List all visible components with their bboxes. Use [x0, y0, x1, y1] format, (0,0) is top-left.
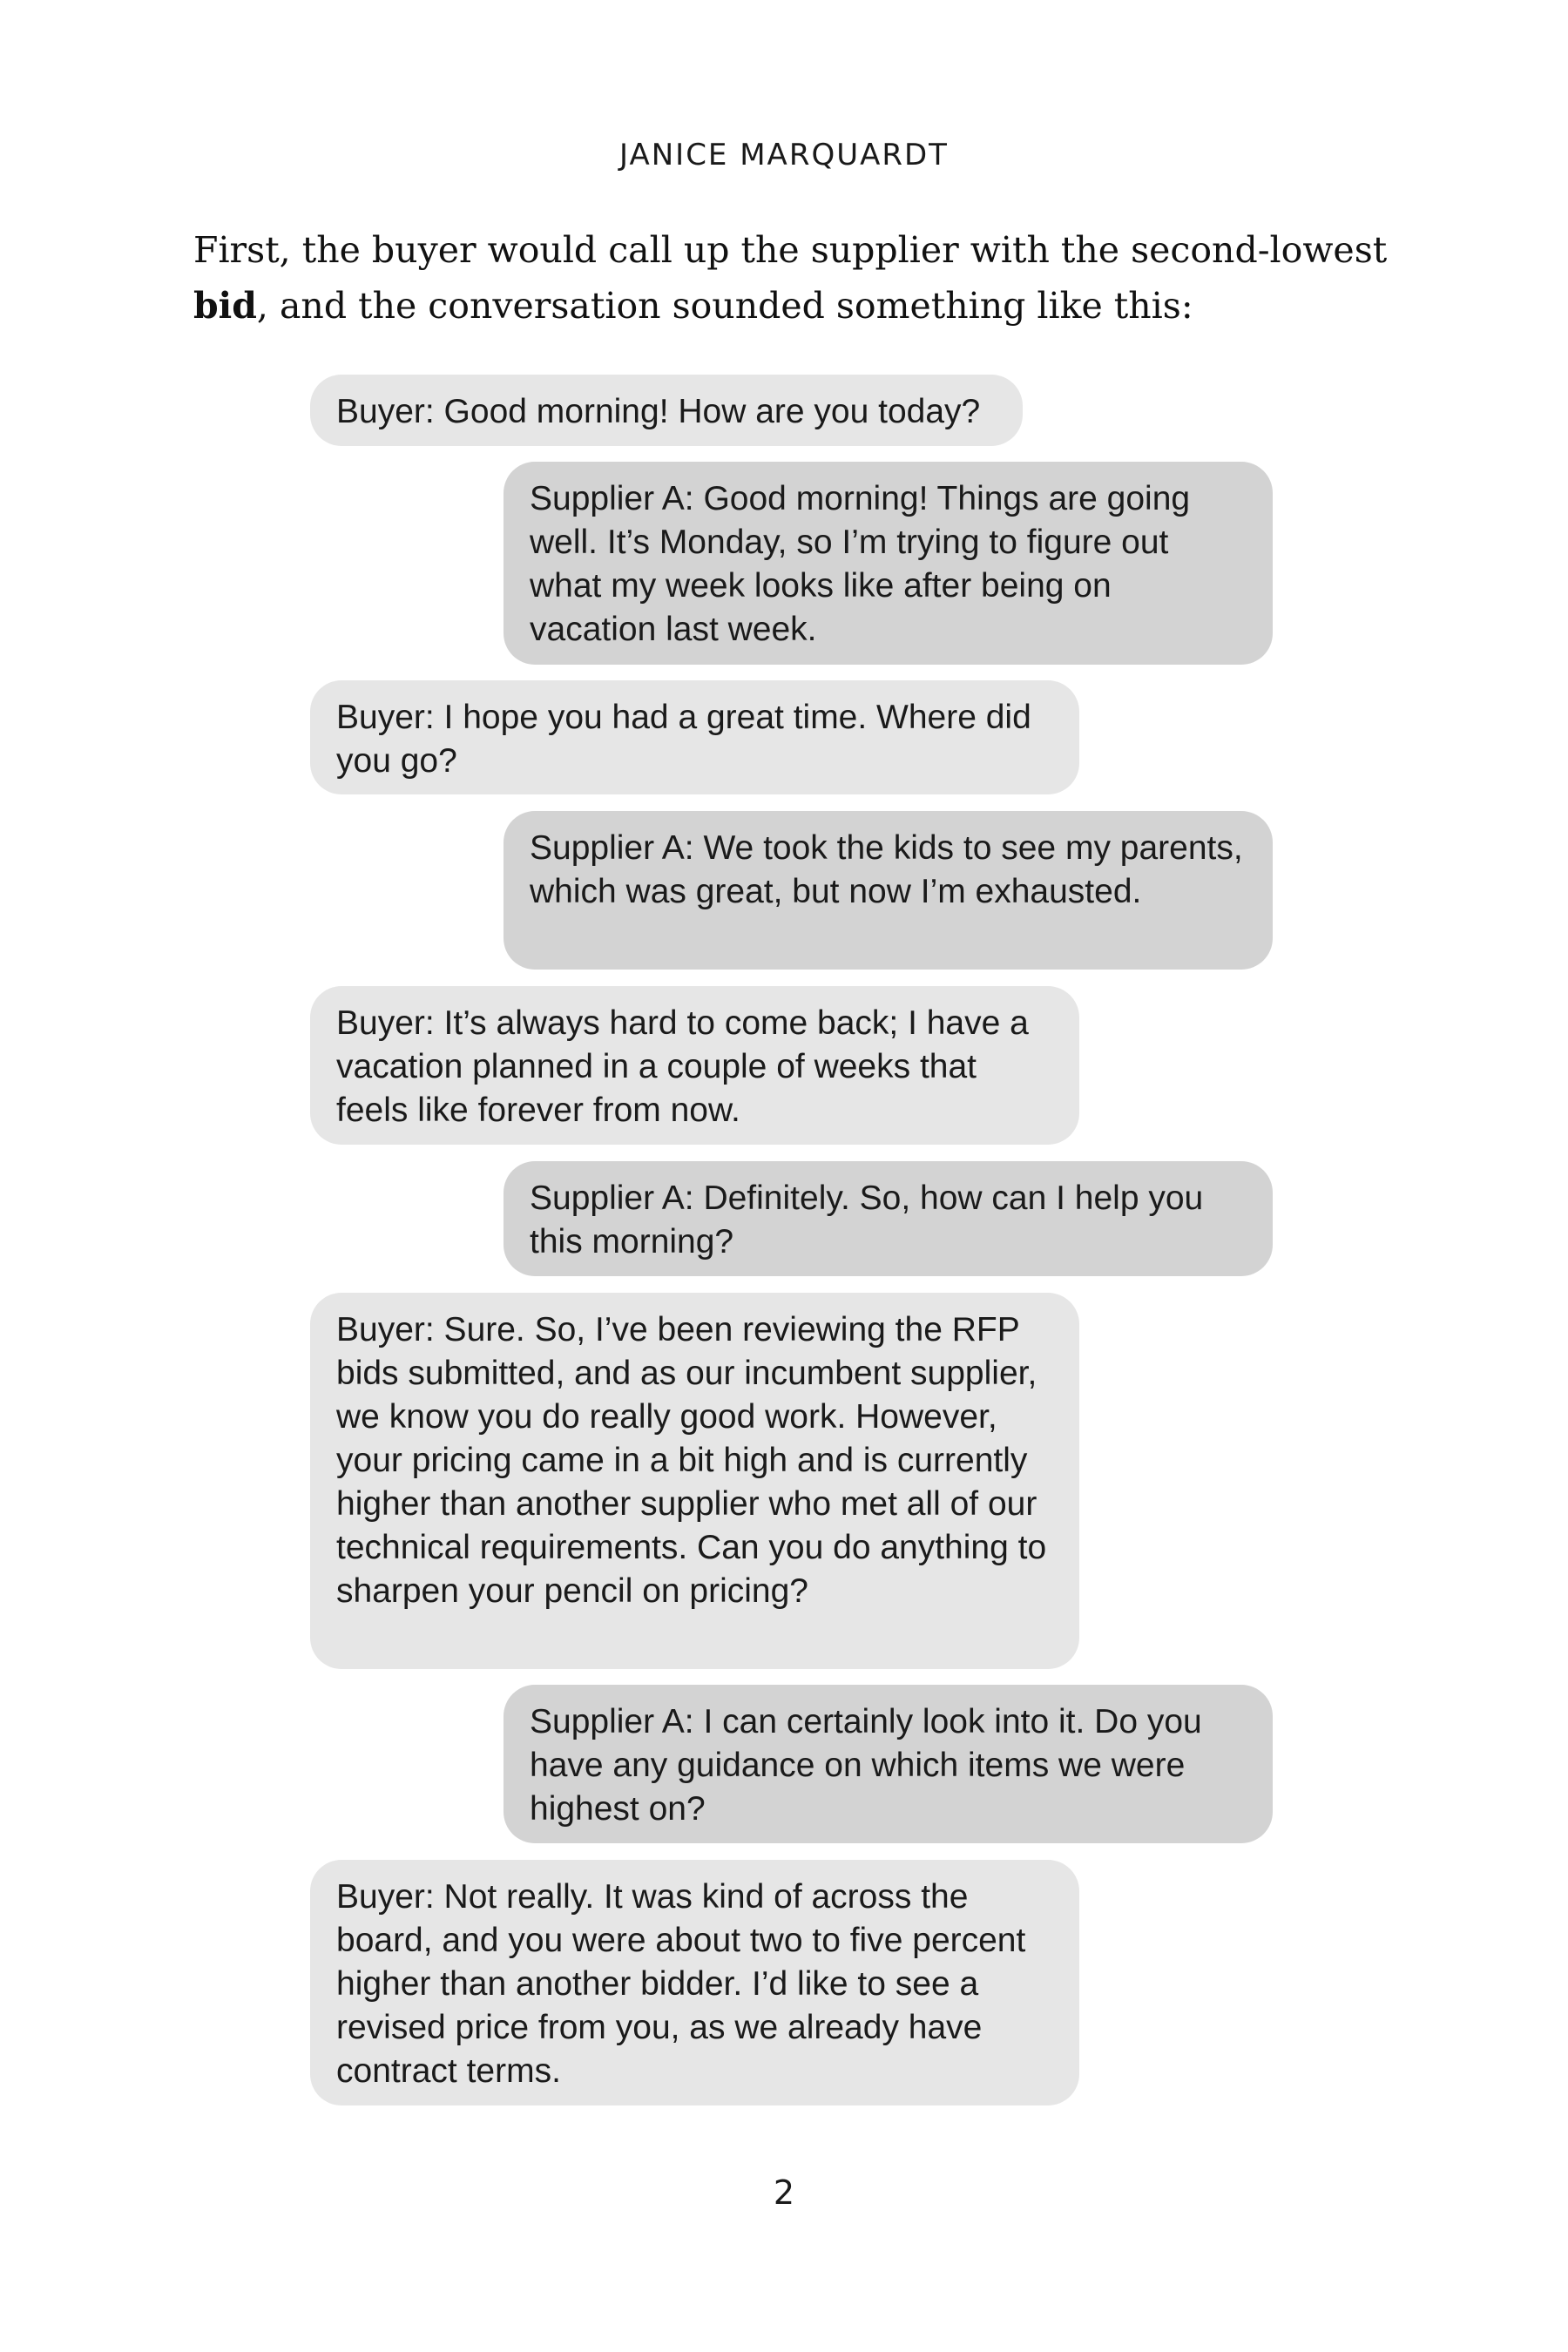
page-number: 2	[773, 2173, 795, 2212]
intro-text-after: , and the conversation sounded something like this:	[256, 285, 1193, 327]
message-bubble-buyer: Buyer: I hope you had a great time. Where did you go?	[310, 680, 1079, 794]
intro-paragraph	[193, 222, 1404, 334]
message-bubble-supplier: Supplier A: Good morning! Things are going well. It’s Monday, so I’m trying to figure out what my week looks like after being on vacation last week.	[504, 462, 1273, 665]
message-bubble-buyer: Buyer: Not really. It was kind of across the board, and you were about two to five percent higher than another bidder. I’d like to see a revised price from you, as we already have contract terms.	[310, 1860, 1079, 2105]
intro-text-before: First, the buyer would call up the supplier with the second-lowest	[193, 229, 1388, 271]
message-bubble-buyer: Buyer: It’s always hard to come back; I have a vacation planned in a couple of weeks that feels like forever from now.	[310, 986, 1079, 1145]
message-bubble-supplier: Supplier A: We took the kids to see my parents, which was great, but now I’m exhausted.	[504, 811, 1273, 970]
intro-bold-word: bid	[193, 285, 257, 327]
message-bubble-supplier: Supplier A: I can certainly look into it. Do you have any guidance on which items we were highest on?	[504, 1685, 1273, 1843]
running-head-author: JANICE MARQUARDT	[619, 138, 949, 172]
message-bubble-supplier: Supplier A: Definitely. So, how can I help you this morning?	[504, 1161, 1273, 1276]
message-bubble-buyer: Buyer: Sure. So, I’ve been reviewing the RFP bids submitted, and as our incumbent supplier, we know you do really good work. However, your pricing came in a bit high and is currently higher than another supplier who met all of our technical requirements. Can you do anything to sharpen your pencil on pricing?	[310, 1293, 1079, 1669]
message-bubble-buyer: Buyer: Good morning! How are you today?	[310, 375, 1023, 446]
